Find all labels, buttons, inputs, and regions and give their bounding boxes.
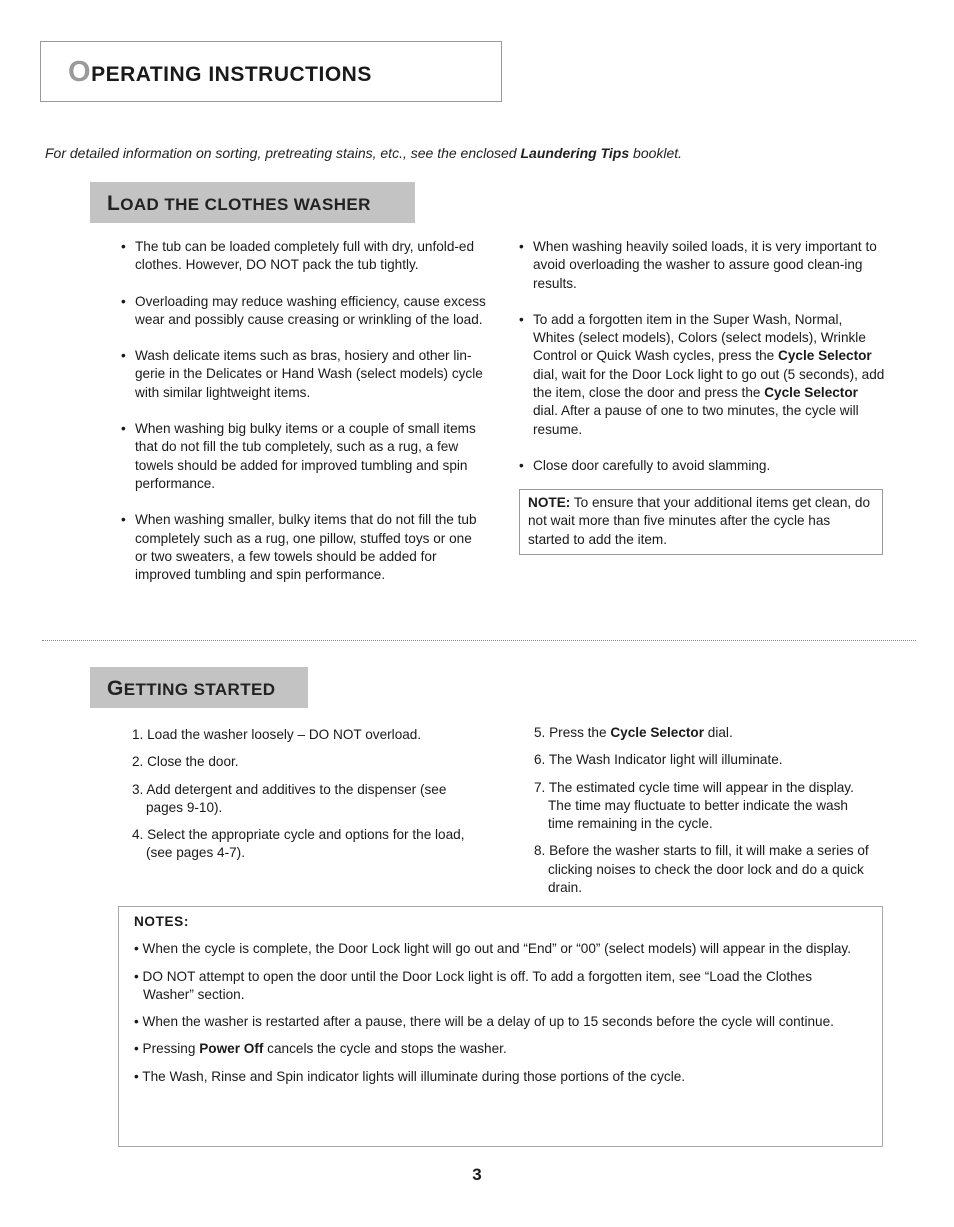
- load-right-column: [519, 238, 885, 493]
- steps-right-column: [534, 724, 874, 906]
- step-item: [534, 724, 874, 742]
- step-item: 6. The Wash Indicator light will illuminate.: [534, 752, 783, 768]
- list-item: • Close door carefully to avoid slamming.: [519, 457, 885, 475]
- getting-started-title: GETTING STARTED: [107, 677, 276, 700]
- list-item: • When washing heavily soiled loads, it is very important to avoid overloading the washer to assure good clean-ing results.: [519, 238, 885, 293]
- notes-label: NOTES:: [134, 914, 189, 929]
- list-item: [519, 311, 885, 439]
- note-item: • DO NOT attempt to open the door until the Door Lock light is off. To add a forgotten item, see “Load the Clothes Washer” section.: [134, 968, 813, 1002]
- load-left-column: [121, 238, 487, 602]
- step-item: 1. Load the washer loosely – DO NOT overload.: [132, 727, 422, 742]
- power-off-label: Power Off: [199, 1041, 264, 1057]
- intro-before: For detailed information on sorting, pretreating stains, etc., see the enclosed: [45, 145, 521, 161]
- cycle-selector-label: Cycle Selector: [610, 725, 705, 740]
- bullet-text: dial. After a pause of one to two minutes, the cycle will resume.: [533, 403, 859, 437]
- section-divider: [42, 640, 916, 641]
- page-number: 3: [472, 1165, 482, 1184]
- note-label: NOTE:: [528, 495, 571, 510]
- cycle-selector-label: Cycle Selector: [778, 348, 872, 364]
- step-text: dial.: [704, 725, 733, 740]
- intro-text: [45, 145, 682, 161]
- notes-box: [118, 906, 883, 1147]
- note-text: • Pressing: [134, 1041, 200, 1057]
- note-item: [134, 1040, 866, 1058]
- step-item: 4. Select the appropriate cycle and options for the load, (see pages 4-7).: [132, 827, 465, 861]
- step-item: 3. Add detergent and additives to the dispenser (see pages 9-10).: [132, 781, 447, 815]
- step-item: 8. Before the washer starts to fill, it will make a series of clicking noises to check the door lock and do a quick drain.: [534, 843, 869, 896]
- step-text: 5. Press the: [534, 725, 611, 740]
- title-box: [40, 41, 502, 102]
- list-item: • The tub can be loaded completely full with dry, unfold-ed clothes. However, DO NOT pack the tub tightly.: [121, 238, 487, 275]
- steps-left-column: [132, 726, 484, 872]
- note-text: To ensure that your additional items get clean, do not wait more than five minutes after the cycle has started to add the item.: [528, 495, 871, 547]
- note-item: • When the cycle is complete, the Door Lock light will go out and “End” or “00” (select models) will appear in the display.: [134, 941, 851, 957]
- note-item: • The Wash, Rinse and Spin indicator lights will illuminate during those portions of the cycle.: [134, 1068, 686, 1084]
- note-box: [519, 489, 883, 555]
- intro-bold: Laundering Tips: [520, 145, 630, 161]
- note-text: cancels the cycle and stops the washer.: [263, 1041, 507, 1057]
- bullet-text: dial, wait for the Door Lock light to go out (5 seconds), add the item, close the door and press the: [533, 366, 885, 401]
- note-item: • When the washer is restarted after a pause, there will be a delay of up to 15 seconds before the cycle will continue.: [134, 1014, 834, 1030]
- list-item: • When washing big bulky items or a couple of small items that do not fill the tub completely, such as a rug, a few towels should be added for improved tumbling and spin performance.: [121, 420, 487, 493]
- load-section-title: LOAD THE CLOTHES WASHER: [107, 192, 371, 215]
- bullet-text: To add a forgotten item in the Super Wash, Normal, Whites (select models), Colors (select models), Wrinkle Control or Quick Wash cycles, press the: [533, 311, 866, 364]
- intro-after: booklet.: [629, 145, 683, 161]
- load-section-header: [90, 182, 415, 223]
- list-item: • Wash delicate items such as bras, hosiery and other lin-gerie in the Delicates or Hand Wash (select models) cycle with similar lightweight items.: [121, 347, 487, 402]
- getting-started-header: [90, 667, 308, 708]
- cycle-selector-label: Cycle Selector: [764, 385, 858, 401]
- step-item: 2. Close the door.: [132, 754, 239, 770]
- list-item: • When washing smaller, bulky items that do not fill the tub completely such as a rug, one pillow, stuffed toys or one or two sweaters, a few towels should be added for improved tumbling and spin performance.: [121, 511, 487, 584]
- page-title: OPERATING INSTRUCTIONS: [68, 56, 372, 88]
- list-item: • Overloading may reduce washing efficiency, cause excess wear and possibly cause creasing or wrinkling of the load.: [121, 293, 487, 330]
- step-item: 7. The estimated cycle time will appear in the display. The time may fluctuate to better indicate the wash time remaining in the cycle.: [534, 779, 854, 832]
